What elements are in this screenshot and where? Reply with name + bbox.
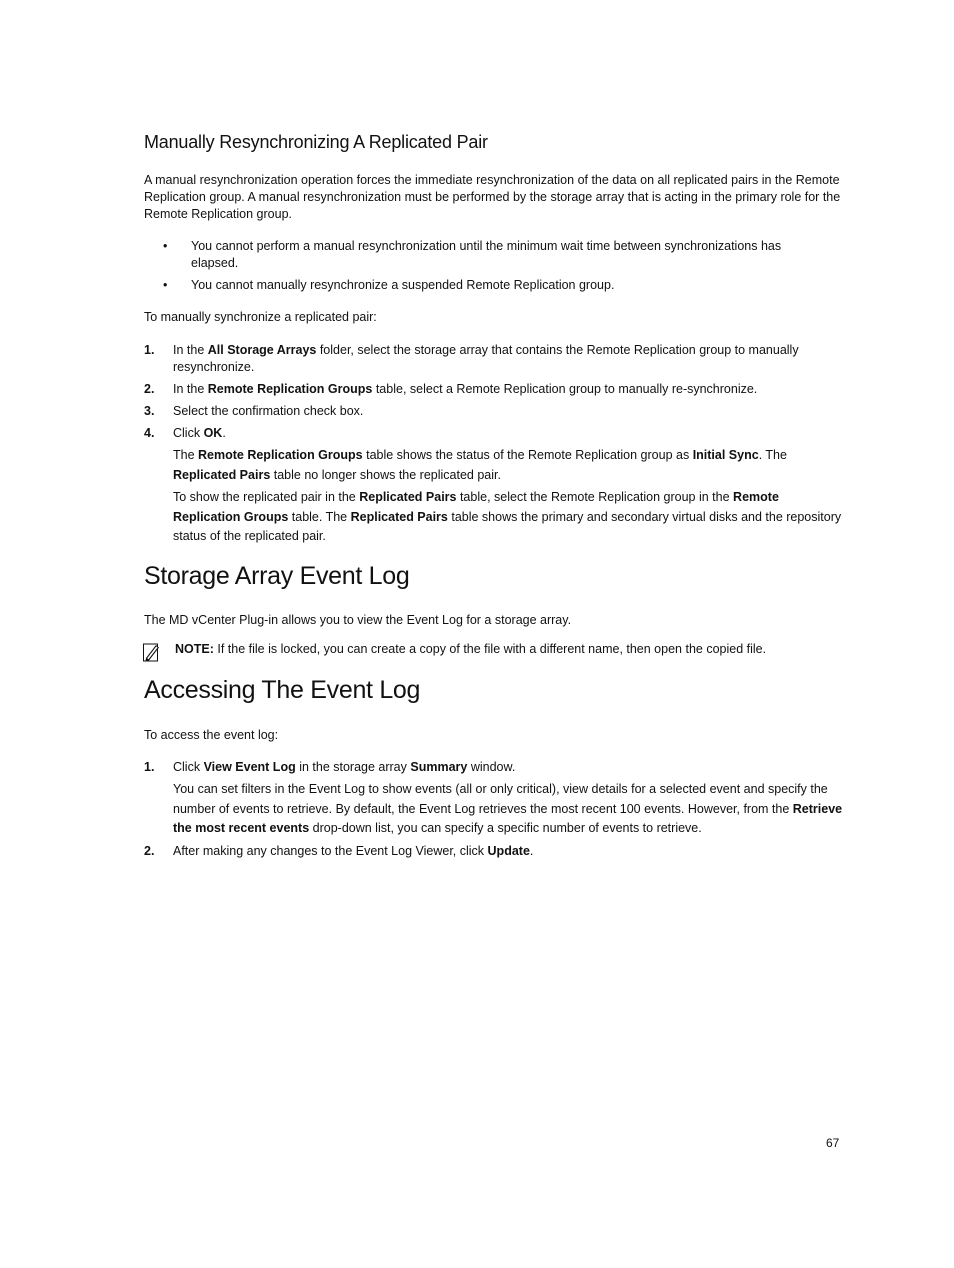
bullet-icon: •: [163, 278, 168, 292]
step-item: 2. After making any changes to the Event Log Viewer, click Update.: [144, 844, 534, 858]
step-item: 4. Click OK.: [144, 426, 226, 440]
event-log-intro: The MD vCenter Plug-in allows you to view the Event Log for a storage array.: [144, 613, 572, 627]
section-heading-resync: Manually Resynchronizing A Replicated Pair: [144, 132, 488, 152]
bullet-icon: •: [163, 239, 168, 253]
resync-intro: A manual resynchronization operation forces the immediate resynchronization of the data on all replicated pairs in the Remote Replication group. A manual resynchronization must be performed by the storage array that is acting in the primary role for the Remote Replication group.: [144, 173, 841, 221]
step-result-paragraph: To show the replicated pair in the Replicated Pairs table, select the Remote Replication group in the Remote Replication Groups table. The Replicated Pairs table shows the primary and secondary virtual disks and the repository status of the replicated pair.: [173, 490, 842, 543]
pencil-note-icon: [143, 642, 161, 662]
resync-lead: To manually synchronize a replicated pair:: [144, 310, 377, 324]
bullet-item: • You cannot manually resynchronize a suspended Remote Replication group.: [163, 278, 615, 292]
step-item: 1. In the All Storage Arrays folder, select the storage array that contains the Remote Replication group to manually resynchronize.: [144, 343, 799, 374]
section-heading-event-log: Storage Array Event Log: [144, 562, 410, 590]
accessing-lead: To access the event log:: [144, 728, 279, 742]
step-item: 2. In the Remote Replication Groups table, select a Remote Replication group to manually re-synchronize.: [144, 382, 758, 396]
step-result-paragraph: The Remote Replication Groups table shows the status of the Remote Replication group as Initial Sync. The Replicated Pairs table no longer shows the replicated pair.: [173, 448, 787, 482]
section-heading-accessing-event-log: Accessing The Event Log: [144, 676, 421, 704]
step-item: 1. Click View Event Log in the storage array Summary window.: [144, 760, 516, 774]
bullet-item: • You cannot perform a manual resynchronization until the minimum wait time between synchronizations has elapsed.: [163, 239, 782, 270]
note-paragraph: NOTE: If the file is locked, you can create a copy of the file with a different name, then open the copied file.: [175, 642, 767, 656]
step-detail-paragraph: You can set filters in the Event Log to show events (all or only critical), view details for a selected event and specify the number of events to retrieve. By default, the Event Log retrieves the most recent 100 events. However, from the Retrieve the most recent events drop-down list, you can specify a specific number of events to retrieve.: [173, 782, 843, 835]
step-item: 3. Select the confirmation check box.: [144, 404, 364, 418]
page-number: 67: [826, 1136, 840, 1150]
